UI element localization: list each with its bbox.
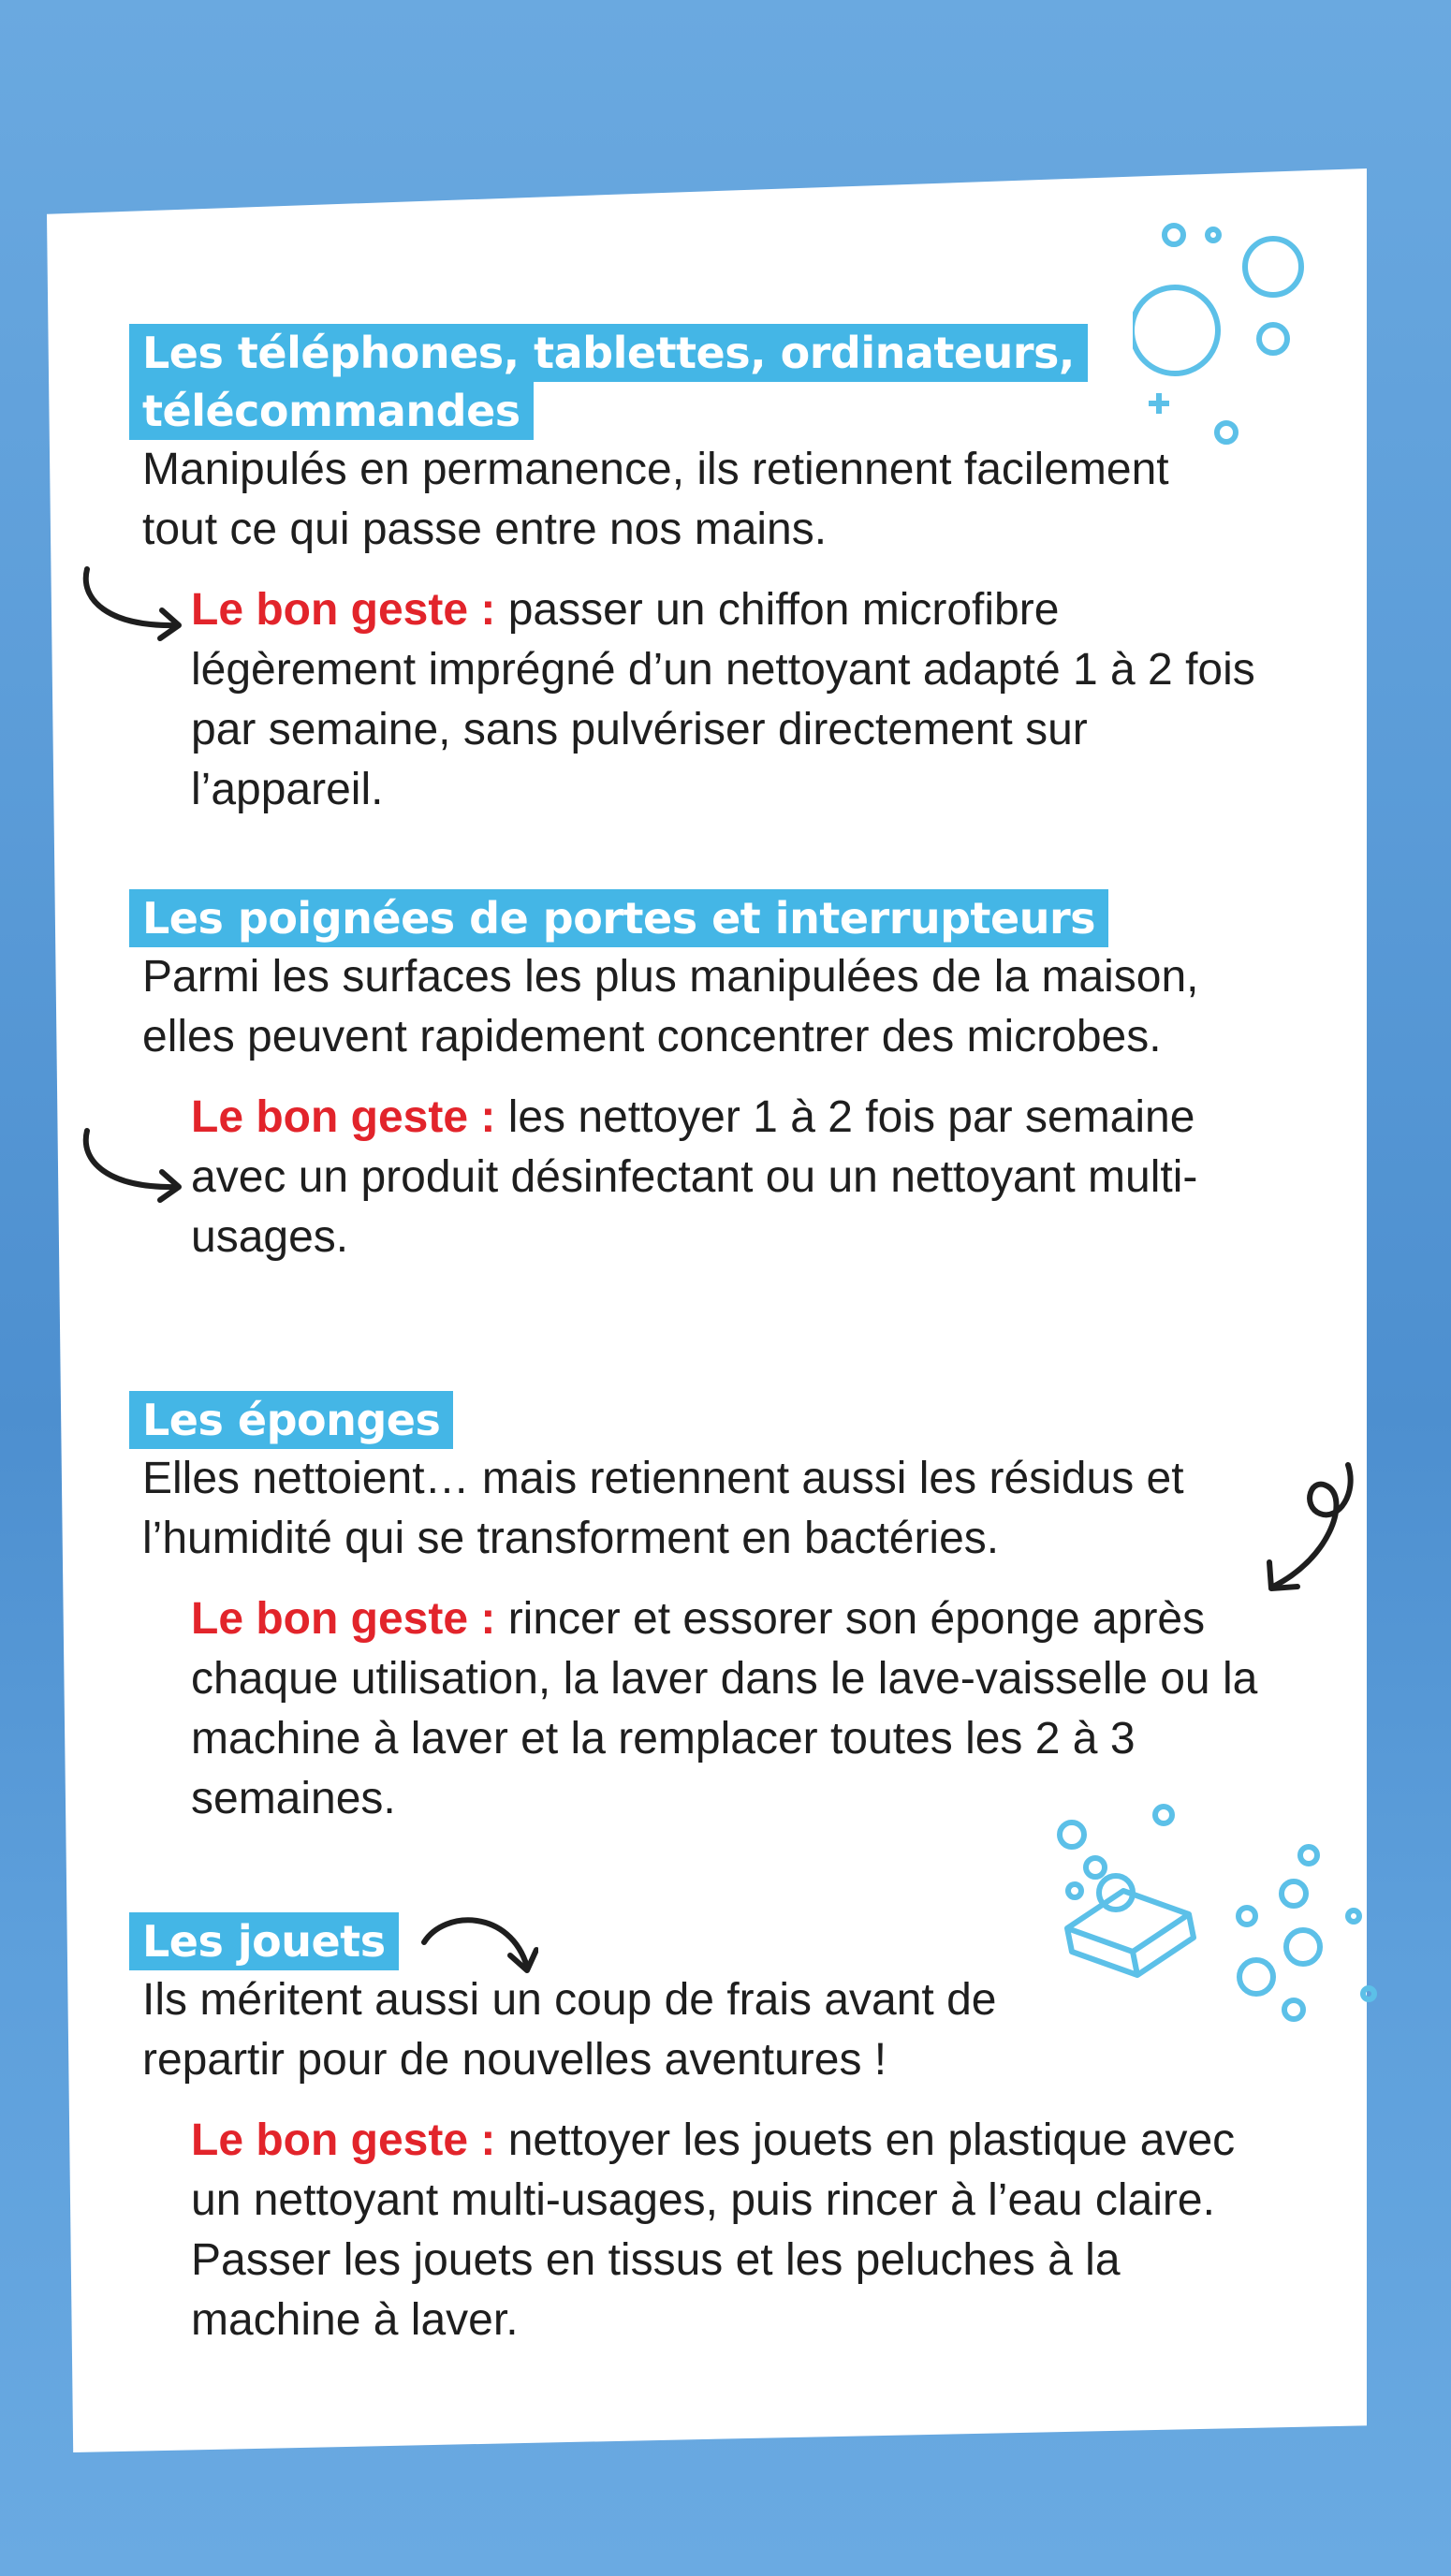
section-heading: Les éponges (129, 1391, 1290, 1449)
tip-text: passer un chiffon microfibre légèrement imprégné d’un nettoyant adapté 1 à 2 fois par semaine, sans pulvériser directement sur l’appareil. (191, 585, 1255, 814)
tip-text: nettoyer les jouets en plastique avec un nettoyant multi-usages, puis rincer à l’eau claire. Passer les jouets en tissus et les peluches à la machine à laver. (191, 2115, 1236, 2345)
tip-text: les nettoyer 1 à 2 fois par semaine avec un produit désinfectant ou un nettoyant multi-usages. (191, 1092, 1198, 1262)
tip (191, 1088, 1202, 1267)
section-body: Ils méritent aussi un coup de frais avant de repartir pour de nouvelles aventures ! (142, 1975, 997, 2085)
section-heading: Les poignées de portes et interrupteurs (129, 889, 1290, 947)
tip-label: Le bon geste : (191, 585, 496, 635)
section-phones (129, 324, 1290, 820)
section-heading-continued: télécommandes (129, 382, 1290, 440)
tip (191, 580, 1258, 820)
section-body: Manipulés en permanence, ils retiennent facilement tout ce qui passe entre nos mains. (142, 445, 1169, 554)
section-toys (129, 1912, 1290, 2350)
tip-label: Le bon geste : (191, 1594, 496, 1644)
section-sponges (129, 1391, 1290, 1829)
section-heading: Les jouets (129, 1912, 1290, 1970)
tip-label: Le bon geste : (191, 1092, 496, 1142)
section-door-handles (129, 889, 1290, 1267)
tip (191, 2111, 1268, 2350)
section-body: Elles nettoient… mais retiennent aussi les résidus et l’humidité qui se transforment en bactéries. (142, 1454, 1184, 1563)
tip-label: Le bon geste : (191, 2115, 496, 2165)
section-body: Parmi les surfaces les plus manipulées de la maison, elles peuvent rapidement concentrer des microbes. (142, 952, 1199, 1061)
section-heading: Les téléphones, tablettes, ordinateurs, (129, 324, 1290, 382)
tip-text: rincer et essorer son éponge après chaque utilisation, la laver dans le lave-vaisselle ou la machine à laver et la remplacer toutes les 2 à 3 semaines. (191, 1594, 1258, 1823)
tip (191, 1589, 1268, 1829)
